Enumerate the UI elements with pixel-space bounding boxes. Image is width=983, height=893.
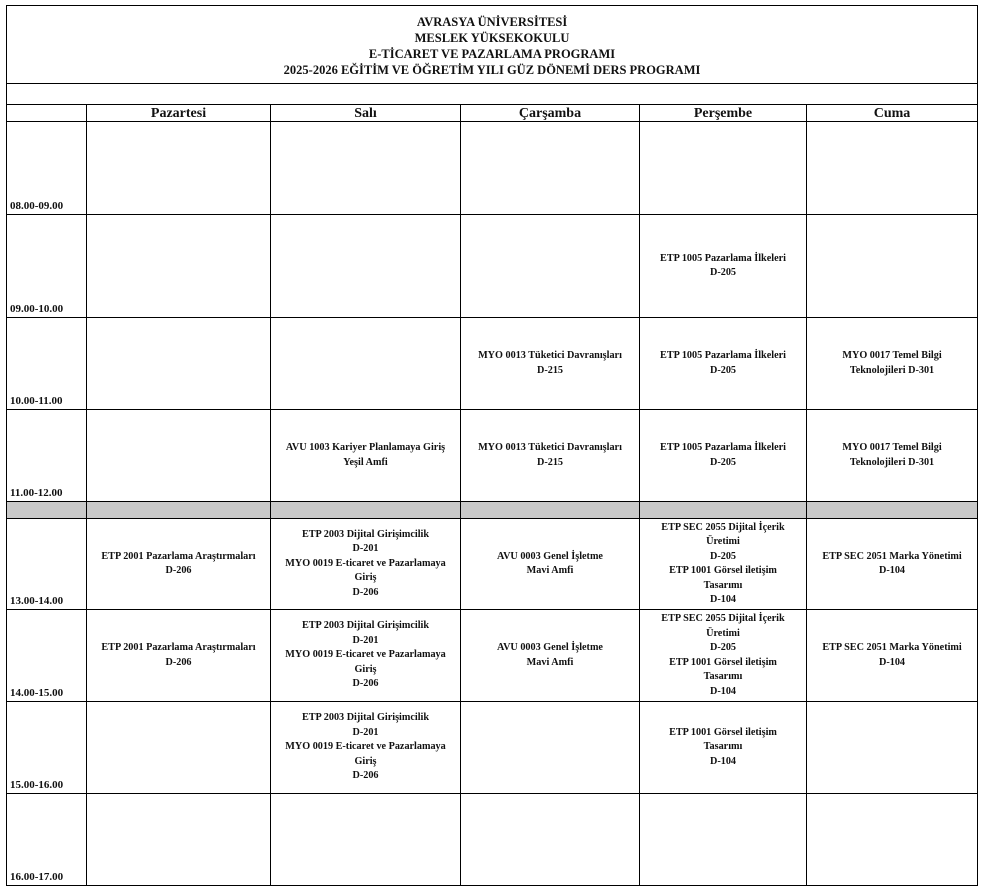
class-line: Teknolojileri D-301: [849, 364, 935, 376]
class-cell-tuesday: [271, 410, 461, 502]
class-cell-monday: [87, 502, 271, 519]
class-line: D-201: [352, 726, 379, 738]
spacer-cell: [7, 84, 978, 105]
class-cell-tuesday: [271, 794, 461, 886]
class-cell-thursday: [640, 502, 807, 519]
university-name: AVRASYA ÜNİVERSİTESİ: [416, 15, 568, 29]
class-line: ETP 2001 Pazarlama Araştırmaları: [101, 642, 256, 653]
class-line: D-205: [709, 642, 737, 653]
school-name: MESLEK YÜKSEKOKULU: [414, 31, 570, 45]
class-cell-thursday: [640, 519, 807, 610]
class-line: ETP 2001 Pazarlama Araştırmaları: [101, 550, 256, 562]
class-line: D-104: [879, 656, 906, 668]
class-line: D-206: [352, 770, 379, 782]
class-line: D-215: [536, 364, 564, 376]
class-line: MYO 0019 E-ticaret ve Pazarlamaya: [285, 741, 446, 753]
class-cell-tuesday: [271, 702, 461, 794]
time-slot-row: [7, 122, 978, 215]
class-line: ETP 1005 Pazarlama İlkeleri: [660, 252, 786, 264]
class-line: D-201: [352, 634, 379, 646]
class-line: MYO 0019 E-ticaret ve Pazarlamaya: [285, 557, 446, 569]
class-line: ETP 2003 Dijital Girişimcilik: [301, 528, 430, 540]
class-line: D-206: [165, 565, 192, 576]
class-cell-tuesday: [271, 610, 461, 702]
class-line: ETP SEC 2051 Marka Yönetimi: [822, 550, 962, 562]
class-line: MYO 0017 Temel Bilgi: [842, 442, 942, 453]
class-cell-wednesday: [461, 122, 640, 215]
class-cell-friday: [807, 502, 978, 519]
time-slot-label: 08.00-09.00: [7, 122, 87, 215]
class-line: Giriş: [354, 755, 377, 767]
time-slot-row: [7, 702, 978, 794]
time-slot-row: [7, 610, 978, 702]
class-line: D-104: [709, 685, 737, 697]
title-row: [7, 6, 978, 84]
class-cell-friday: [807, 519, 978, 610]
schedule-title: 2025-2026 EĞİTİM VE ÖĞRETİM YILI GÜZ DÖNEMİ DERS PROGRAMI: [283, 63, 701, 77]
class-cell-wednesday: [461, 702, 640, 794]
class-line: D-104: [879, 565, 906, 576]
class-cell-monday: [87, 410, 271, 502]
time-slot-label: 14.00-15.00: [7, 610, 87, 702]
class-cell-thursday: [640, 702, 807, 794]
class-cell-friday: [807, 794, 978, 886]
class-cell-monday: [87, 794, 271, 886]
class-cell-wednesday: [461, 794, 640, 886]
class-cell-monday: [87, 215, 271, 318]
class-cell-wednesday: [461, 519, 640, 610]
class-line: D-206: [352, 678, 379, 690]
class-line: Teknolojileri D-301: [849, 456, 935, 468]
time-slot-row: [7, 215, 978, 318]
class-line: D-205: [709, 364, 737, 376]
class-cell-friday: [807, 410, 978, 502]
day-header-monday: Pazartesi: [87, 105, 271, 122]
class-cell-monday: [87, 702, 271, 794]
class-line: AVU 0003 Genel İşletme: [497, 550, 603, 562]
class-line: D-104: [709, 755, 737, 767]
class-line: MYO 0013 Tüketici Davranışları: [478, 350, 622, 361]
day-header-tuesday: Salı: [271, 105, 461, 122]
class-line: Tasarımı: [703, 579, 743, 591]
corner-cell: [7, 105, 87, 122]
class-line: ETP 1001 Görsel iletişim: [669, 565, 777, 576]
class-cell-thursday: [640, 215, 807, 318]
class-cell-thursday: [640, 610, 807, 702]
break-row: [7, 502, 978, 519]
class-line: D-215: [536, 456, 564, 468]
time-slot-row: [7, 410, 978, 502]
class-line: D-205: [709, 550, 737, 562]
class-line: D-205: [709, 267, 737, 278]
time-slot-label: 10.00-11.00: [7, 318, 87, 410]
title-block: [7, 6, 978, 84]
class-line: Üretimi: [706, 627, 740, 639]
class-line: ETP 2003 Dijital Girişimcilik: [301, 620, 430, 632]
class-line: D-205: [709, 456, 737, 468]
class-line: D-201: [352, 543, 379, 555]
class-cell-thursday: [640, 410, 807, 502]
class-cell-tuesday: [271, 318, 461, 410]
time-slot-row: [7, 519, 978, 610]
class-cell-monday: [87, 122, 271, 215]
class-line: ETP 1005 Pazarlama İlkeleri: [660, 350, 786, 361]
class-line: ETP 1001 Görsel iletişim: [669, 656, 777, 668]
class-line: Giriş: [354, 663, 377, 675]
class-cell-tuesday: [271, 122, 461, 215]
class-line: ETP SEC 2051 Marka Yönetimi: [822, 642, 962, 653]
class-cell-wednesday: [461, 502, 640, 519]
program-name: E-TİCARET VE PAZARLAMA PROGRAMI: [368, 47, 616, 61]
class-line: Giriş: [354, 572, 377, 584]
class-cell-thursday: [640, 122, 807, 215]
time-slot-row: [7, 794, 978, 886]
class-line: ETP 1001 Görsel iletişim: [669, 726, 777, 738]
class-line: D-206: [165, 656, 192, 668]
class-cell-thursday: [640, 794, 807, 886]
class-cell-friday: [807, 122, 978, 215]
class-cell-wednesday: [461, 318, 640, 410]
time-slot-label: 16.00-17.00: [7, 794, 87, 886]
class-line: ETP SEC 2055 Dijital İçerik: [661, 521, 785, 533]
day-header-friday: Cuma: [807, 105, 978, 122]
time-slot-label: 11.00-12.00: [7, 410, 87, 502]
class-line: MYO 0019 E-ticaret ve Pazarlamaya: [285, 649, 446, 661]
class-cell-wednesday: [461, 410, 640, 502]
class-line: AVU 0003 Genel İşletme: [497, 642, 603, 653]
time-slot-label: [7, 502, 87, 519]
class-cell-monday: [87, 610, 271, 702]
spacer-row: [7, 84, 978, 105]
time-slot-label: 15.00-16.00: [7, 702, 87, 794]
class-line: ETP SEC 2055 Dijital İçerik: [661, 613, 785, 624]
class-line: Üretimi: [706, 536, 740, 547]
class-cell-friday: [807, 702, 978, 794]
time-slot-label: 09.00-10.00: [7, 215, 87, 318]
class-line: AVU 1003 Kariyer Planlamaya Giriş: [285, 442, 446, 453]
class-cell-thursday: [640, 318, 807, 410]
class-line: Mavi Amfi: [526, 656, 574, 668]
class-line: Yeşil Amfi: [343, 456, 388, 468]
class-cell-tuesday: [271, 215, 461, 318]
class-cell-friday: [807, 318, 978, 410]
day-header-thursday: Perşembe: [640, 105, 807, 122]
day-header-row: [7, 105, 978, 122]
class-cell-monday: [87, 519, 271, 610]
class-cell-wednesday: [461, 215, 640, 318]
class-line: MYO 0017 Temel Bilgi: [842, 350, 942, 361]
class-line: Tasarımı: [703, 741, 743, 753]
class-line: Mavi Amfi: [526, 565, 574, 576]
class-cell-wednesday: [461, 610, 640, 702]
class-line: D-206: [352, 586, 379, 598]
class-cell-tuesday: [271, 502, 461, 519]
class-cell-monday: [87, 318, 271, 410]
class-line: MYO 0013 Tüketici Davranışları: [478, 442, 622, 453]
class-line: D-104: [709, 594, 737, 605]
class-cell-friday: [807, 610, 978, 702]
day-header-wednesday: Çarşamba: [461, 105, 640, 122]
class-cell-tuesday: [271, 519, 461, 610]
class-line: ETP 1005 Pazarlama İlkeleri: [660, 442, 786, 453]
class-line: ETP 2003 Dijital Girişimcilik: [301, 712, 430, 724]
schedule-table: [6, 5, 978, 886]
class-line: Tasarımı: [703, 671, 743, 682]
time-slot-label: 13.00-14.00: [7, 519, 87, 610]
schedule-body: [7, 6, 978, 886]
class-cell-friday: [807, 215, 978, 318]
time-slot-row: [7, 318, 978, 410]
